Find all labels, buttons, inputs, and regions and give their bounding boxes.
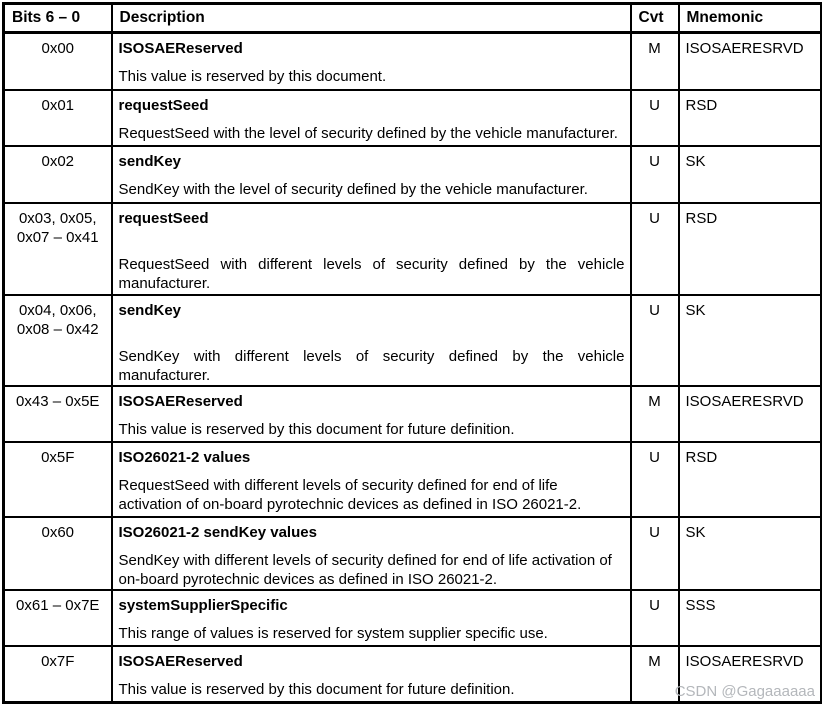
table-row [4,90,822,146]
description-title: ISOSAEReserved [118,652,243,670]
table-row [4,590,822,646]
bits-cell [4,203,112,295]
description-title: requestSeed [118,209,209,227]
description-text: This value is reserved by this document for future definition. [118,420,515,438]
cvt-cell: M [631,33,679,90]
table-row [4,646,822,703]
bits-cell [4,295,112,386]
description-text: This range of values is reserved for system supplier specific use. [118,624,548,642]
mnemonic-cell: RSD [679,442,822,517]
description-title: sendKey [118,152,182,170]
cvt-cell: M [631,386,679,442]
bits-line: 0x04, 0x06, [18,301,97,319]
header-cvt: Cvt [631,4,679,33]
bits-cell [4,33,112,90]
bits-line: 0x01 [41,96,75,114]
bits-cell [4,590,112,646]
description-cell [112,517,631,590]
header-mnemonic: Mnemonic [679,4,822,33]
header-row [4,4,822,33]
description-cell [112,90,631,146]
table-header [4,4,822,33]
bits-line: 0x07 – 0x41 [16,228,99,246]
description-cell [112,203,631,295]
bits-line: 0x61 – 0x7E [16,596,100,614]
mnemonic-cell: RSD [679,203,822,295]
mnemonic-cell: ISOSAERESRVD [679,646,822,703]
cvt-cell: U [631,90,679,146]
table-row [4,295,822,386]
bits-cell [4,90,112,146]
security-access-table [2,2,822,704]
cvt-cell: U [631,442,679,517]
bits-line: 0x7F [41,652,75,670]
mnemonic-cell: RSD [679,90,822,146]
bits-cell [4,386,112,442]
cvt-cell: U [631,590,679,646]
bits-line: 0x08 – 0x42 [16,320,99,338]
bits-cell [4,517,112,590]
cvt-cell: U [631,146,679,203]
description-cell [112,295,631,386]
description-cell [112,590,631,646]
description-title: sendKey [118,301,182,319]
description-text: This value is reserved by this document for future definition. [118,680,515,698]
header-bits: Bits 6 – 0 [4,4,112,33]
cvt-cell: U [631,295,679,386]
description-title: ISO26021-2 values [118,448,251,466]
description-cell [112,442,631,517]
mnemonic-cell: ISOSAERESRVD [679,386,822,442]
description-cell [112,33,631,90]
description-cell [112,386,631,442]
mnemonic-cell: SK [679,146,822,203]
bits-cell [4,146,112,203]
description-text: RequestSeed with different levels of security defined by the vehicle manufacturer. [118,255,625,292]
bits-line: 0x00 [41,40,75,57]
description-cell [112,646,631,703]
description-text: SendKey with different levels of security defined by the vehicle manufacturer. [118,347,625,384]
description-text: SendKey with the level of security defined by the vehicle manufacturer. [118,180,588,198]
mnemonic-cell: ISOSAERESRVD [679,33,822,90]
table-row [4,203,822,295]
mnemonic-cell: SK [679,295,822,386]
table-row [4,146,822,203]
cvt-cell: U [631,203,679,295]
bits-line: 0x5F [41,448,75,466]
csdn-watermark: CSDN @Gagaaaaaa [674,683,815,700]
table-row [4,517,822,590]
description-text: SendKey with different levels of security defined for end of life activation of on-board pyrotechnic devices as defined in ISO 26021-2. [118,551,612,588]
mnemonic-cell: SK [679,517,822,590]
description-title: ISOSAEReserved [118,40,243,57]
description-text: RequestSeed with the level of security defined by the vehicle manufacturer. [118,124,618,142]
description-title: requestSeed [118,96,209,114]
cvt-cell: U [631,517,679,590]
table-row [4,386,822,442]
description-title: ISOSAEReserved [118,392,243,410]
bits-cell [4,442,112,517]
description-text: RequestSeed with different levels of security defined for end of life activation of on-board pyrotechnic devices as defined in ISO 26021-2. [118,476,582,513]
mnemonic-cell: SSS [679,590,822,646]
cvt-cell: M [631,646,679,703]
description-title: systemSupplierSpecific [118,596,288,614]
description-text: This value is reserved by this document. [118,68,387,85]
description-title: ISO26021-2 sendKey values [118,523,317,541]
table-row [4,33,822,90]
description-cell [112,146,631,203]
bits-cell [4,646,112,703]
bits-line: 0x03, 0x05, [18,209,97,227]
table-body [4,33,822,703]
bits-line: 0x02 [41,152,75,170]
bits-line: 0x60 [41,523,75,541]
table-row [4,442,822,517]
bits-line: 0x43 – 0x5E [16,392,100,410]
header-description: Description [112,4,631,33]
